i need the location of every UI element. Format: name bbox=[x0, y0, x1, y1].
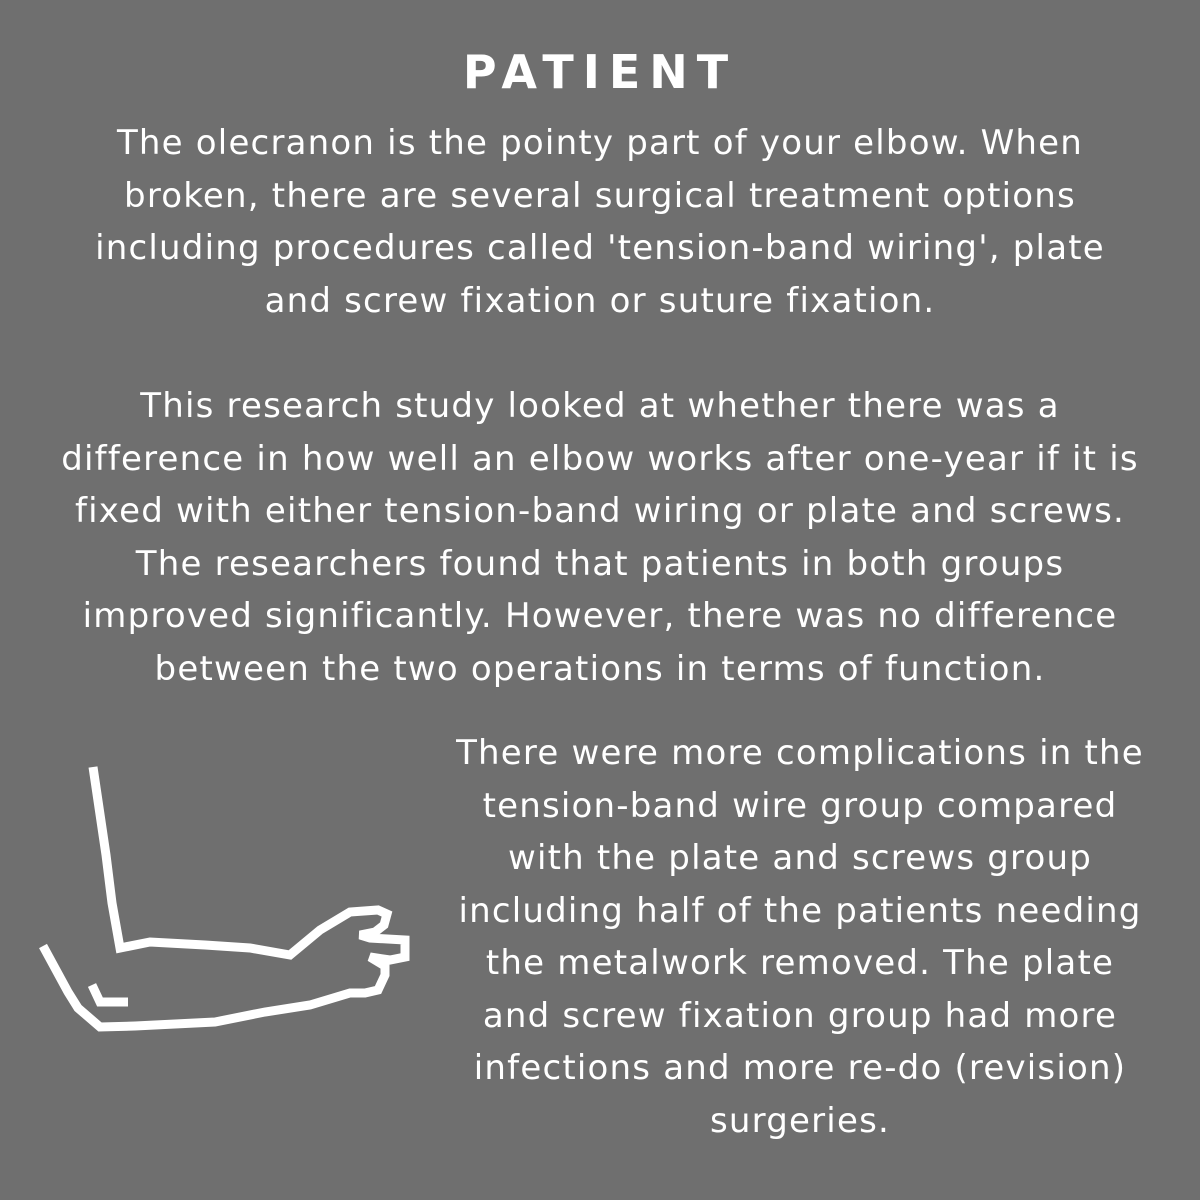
text-line: the metalwork removed. The plate bbox=[485, 943, 1115, 983]
paragraph-complications bbox=[400, 727, 1200, 1147]
text-line: and screw fixation or suture fixation. bbox=[264, 280, 936, 321]
text-line: broken, there are several surgical treatment options bbox=[124, 175, 1076, 216]
text-line: between the two operations in terms of function. bbox=[154, 648, 1046, 689]
text-line: tension-band wire group compared bbox=[482, 785, 1118, 826]
text-line: fixed with either tension-band wiring or plate and screws. bbox=[74, 491, 1125, 531]
text-line: This research study looked at whether there was a bbox=[140, 386, 1060, 426]
paragraph-intro bbox=[0, 117, 1200, 327]
text-line: The researchers found that patients in both groups bbox=[135, 543, 1065, 584]
text-line: including procedures called 'tension-band wiring', plate bbox=[95, 228, 1105, 268]
text-line: with the plate and screws group bbox=[507, 838, 1093, 878]
page-title: PATIENT bbox=[462, 45, 738, 99]
text-line: The olecranon is the pointy part of your elbow. When bbox=[116, 123, 1084, 163]
text-line: There were more complications in the bbox=[456, 733, 1144, 773]
text-line: surgeries. bbox=[709, 1100, 890, 1141]
text-line: and screw fixation group had more bbox=[482, 995, 1118, 1036]
text-line: including half of the patients needing bbox=[458, 890, 1142, 931]
text-line: difference in how well an elbow works after one-year if it is bbox=[61, 438, 1139, 479]
text-line: infections and more re-do (revision) bbox=[473, 1048, 1127, 1088]
bent-arm-icon bbox=[30, 760, 420, 1040]
text-line: improved significantly. However, there was no difference bbox=[82, 596, 1118, 636]
paragraph-study bbox=[0, 380, 1200, 695]
